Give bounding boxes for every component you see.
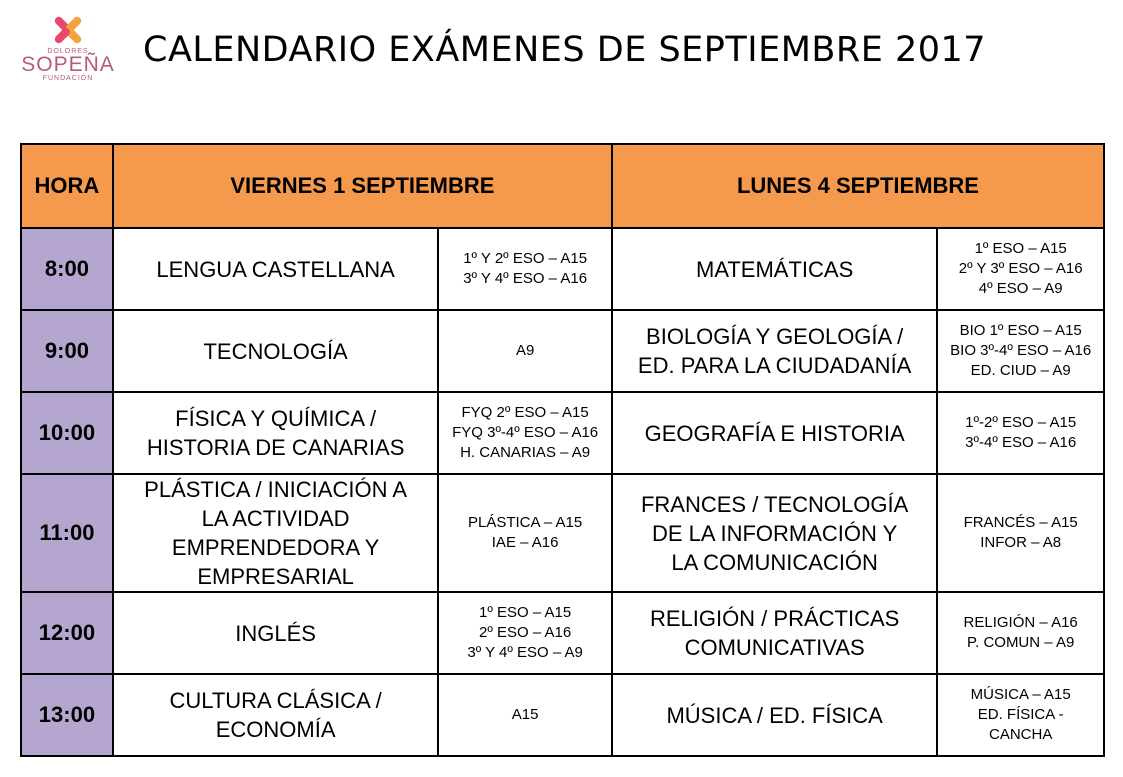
day2-rooms-cell-line: RELIGIÓN – A16	[963, 614, 1078, 631]
day1-rooms-cell	[438, 228, 612, 310]
day1-rooms-cell	[438, 674, 612, 756]
day2-rooms-cell	[937, 592, 1104, 674]
hour-cell: 12:00	[21, 592, 113, 674]
day1-subject-cell-line: EMPRENDEDORA Y	[171, 535, 380, 560]
day2-rooms-cell	[937, 310, 1104, 392]
day1-subject-cell	[113, 474, 438, 592]
logo-sub-text: FUNDACIÓN	[42, 75, 94, 82]
day2-subject-cell-line: COMUNICATIVAS	[684, 635, 865, 660]
day1-rooms-cell-line: 3º Y 4º ESO – A9	[467, 644, 583, 661]
day2-rooms-cell-line: 1º ESO – A15	[974, 240, 1067, 257]
day1-subject-cell-line: LA ACTIVIDAD	[201, 506, 350, 531]
hour-cell: 8:00	[21, 228, 113, 310]
day1-rooms-cell-line: H. CANARIAS – A9	[460, 444, 591, 461]
day2-rooms-cell	[937, 392, 1104, 474]
day2-rooms-cell-line: 4º ESO – A9	[978, 280, 1063, 297]
day2-rooms-cell-line: BIO 3º-4º ESO – A16	[950, 342, 1092, 359]
day2-rooms-cell-line: ED. FÍSICA -	[977, 706, 1064, 723]
hour-cell: 13:00	[21, 674, 113, 756]
day1-rooms-cell	[438, 474, 612, 592]
exam-calendar-table	[20, 143, 1105, 757]
day1-rooms-cell-line: 3º Y 4º ESO – A16	[463, 270, 588, 287]
day2-subject-cell-line: DE LA INFORMACIÓN Y	[651, 520, 898, 546]
day1-subject-cell-line: HISTORIA DE CANARIAS	[146, 435, 405, 460]
day2-rooms-cell-line: FRANCÉS – A15	[963, 514, 1078, 531]
day1-rooms-cell-line: 1º ESO – A15	[479, 604, 572, 621]
day1-subject-cell-line: PLÁSTICA / INICIACIÓN A	[144, 477, 408, 502]
day1-subject-cell	[113, 674, 438, 756]
day2-subject-cell-line: MÚSICA / ED. FÍSICA	[666, 702, 883, 728]
day1-subject-cell-line: ECONOMÍA	[215, 717, 336, 742]
table-row	[21, 674, 1104, 756]
day2-rooms-cell-line: 1º-2º ESO – A15	[965, 414, 1077, 431]
day1-subject-cell-line: FÍSICA Y QUÍMICA /	[175, 406, 377, 431]
header-hour: HORA	[21, 144, 113, 228]
day2-subject-cell-line: ED. PARA LA CIUDADANÍA	[637, 353, 912, 378]
day1-rooms-cell-line: IAE – A16	[491, 534, 559, 551]
day1-rooms-cell-line: PLÁSTICA – A15	[468, 514, 583, 531]
day2-subject-cell-line: GEOGRAFÍA E HISTORIA	[644, 420, 905, 446]
hour-cell: 9:00	[21, 310, 113, 392]
day2-rooms-cell	[937, 674, 1104, 756]
day1-subject-cell	[113, 228, 438, 310]
day1-rooms-cell-line: A9	[515, 342, 535, 359]
day2-subject-cell-line: RELIGIÓN / PRÁCTICAS	[649, 606, 900, 631]
day2-rooms-cell	[937, 228, 1104, 310]
day2-rooms-cell-line: BIO 1º ESO – A15	[959, 322, 1082, 339]
hour-cell: 11:00	[21, 474, 113, 592]
day2-rooms-cell-line: 3º-4º ESO – A16	[965, 434, 1077, 451]
day1-rooms-cell-line: 1º Y 2º ESO – A15	[463, 250, 588, 267]
day2-rooms-cell-line: INFOR – A8	[980, 534, 1062, 551]
day2-subject-cell	[612, 592, 937, 674]
day2-subject-cell	[612, 392, 937, 474]
table-row	[21, 310, 1104, 392]
day2-subject-cell-line: BIOLOGÍA Y GEOLOGÍA /	[646, 324, 904, 349]
table-row	[21, 392, 1104, 474]
sopena-cross-icon	[48, 12, 88, 48]
fundacion-sopena-logo	[18, 12, 118, 104]
day1-rooms-cell-line: A15	[511, 706, 539, 723]
day2-rooms-cell-line: ED. CIUD – A9	[970, 362, 1071, 379]
day1-subject-cell-line: LENGUA CASTELLANA	[156, 256, 395, 282]
header-day1: VIERNES 1 SEPTIEMBRE	[113, 144, 612, 228]
day2-subject-cell	[612, 474, 937, 592]
header-day2: LUNES 4 SEPTIEMBRE	[612, 144, 1104, 228]
day1-subject-cell	[113, 592, 438, 674]
day2-rooms-cell-line: MÚSICA – A15	[970, 686, 1071, 703]
logo-top-text: DOLORES	[47, 48, 89, 55]
day2-rooms-cell-line: P. COMUN – A9	[967, 634, 1075, 651]
day2-rooms-cell	[937, 474, 1104, 592]
day1-rooms-cell	[438, 592, 612, 674]
logo-brand-text: SOPEÑA	[21, 53, 115, 76]
day2-subject-cell	[612, 674, 937, 756]
day2-subject-cell-line: FRANCES / TECNOLOGÍA	[640, 491, 909, 517]
day1-rooms-cell-line: 2º ESO – A16	[479, 624, 572, 641]
hour-cell: 10:00	[21, 392, 113, 474]
day1-rooms-cell-line: FYQ 2º ESO – A15	[461, 404, 589, 421]
table-row	[21, 592, 1104, 674]
day1-subject-cell-line: TECNOLOGÍA	[203, 338, 348, 364]
day1-rooms-cell	[438, 310, 612, 392]
day2-rooms-cell-line: CANCHA	[989, 726, 1053, 743]
page-title: CALENDARIO EXÁMENES DE SEPTIEMBRE 2017	[143, 30, 987, 70]
day2-subject-cell	[612, 228, 937, 310]
day1-subject-cell-line: INGLÉS	[235, 620, 316, 646]
day2-subject-cell-line: LA COMUNICACIÓN	[671, 549, 878, 575]
day1-rooms-cell	[438, 392, 612, 474]
day2-subject-cell-line: MATEMÁTICAS	[696, 256, 854, 282]
day2-subject-cell	[612, 310, 937, 392]
day1-rooms-cell-line: FYQ 3º-4º ESO – A16	[452, 424, 599, 441]
day1-subject-cell-line: EMPRESARIAL	[197, 564, 354, 589]
day1-subject-cell	[113, 392, 438, 474]
table-row	[21, 228, 1104, 310]
header-row	[21, 144, 1104, 228]
day2-rooms-cell-line: 2º Y 3º ESO – A16	[958, 260, 1083, 277]
day1-subject-cell	[113, 310, 438, 392]
table-row	[21, 474, 1104, 592]
day1-subject-cell-line: CULTURA CLÁSICA /	[169, 688, 382, 713]
